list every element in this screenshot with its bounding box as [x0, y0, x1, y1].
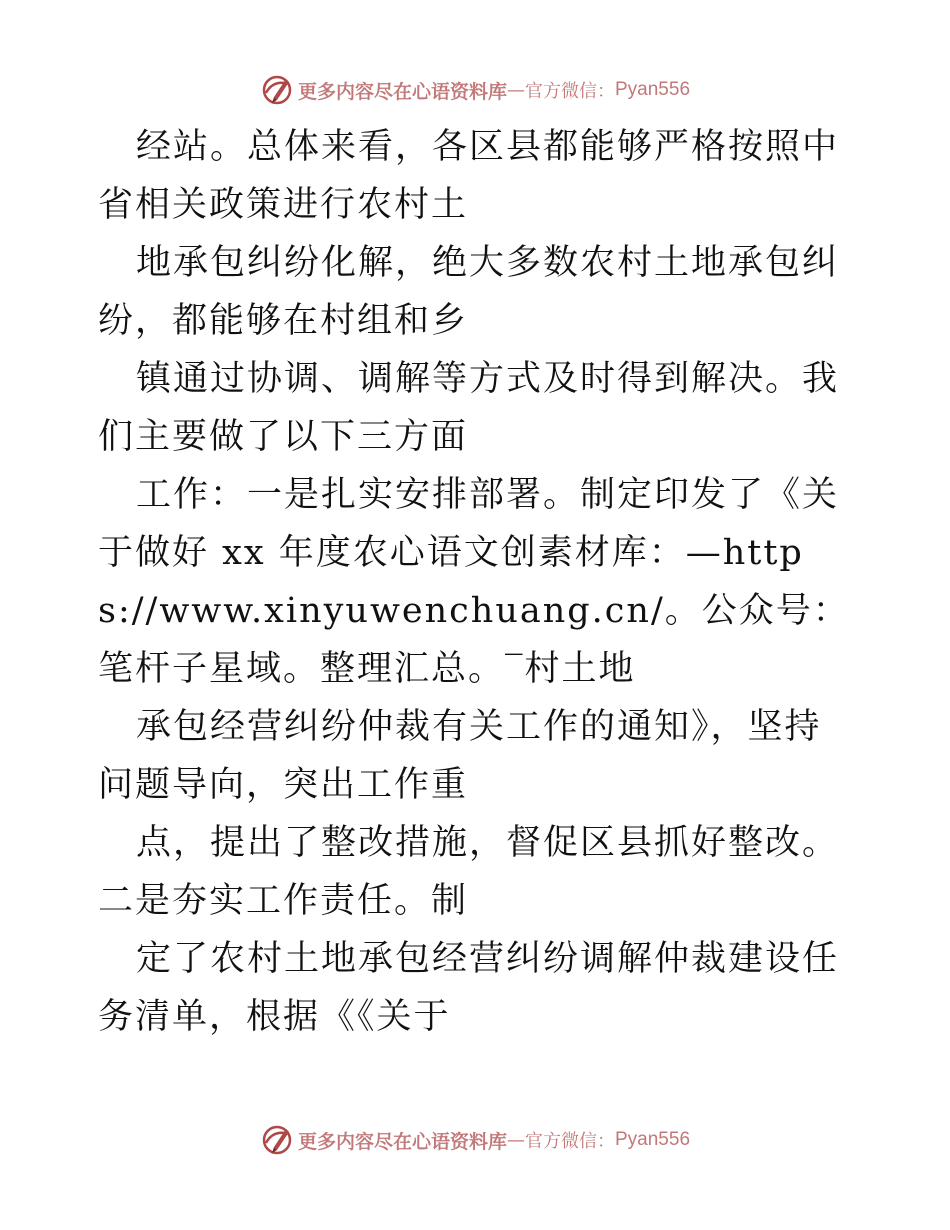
paragraph: 地承包纠纷化解，绝大多数农村土地承包纠纷，都能够在村组和乡	[98, 243, 840, 341]
banner-wechat-label: 官方微信：	[525, 81, 615, 102]
paragraph: 承包经营纠纷仲裁有关工作的通知》，坚持问题导向，突出工作重	[98, 707, 822, 805]
banner-site-text: 更多内容尽在心语资料库	[297, 1130, 507, 1153]
footer-banner	[0, 1120, 950, 1160]
banner-wechat-id: Pyan556	[615, 1129, 691, 1150]
paragraph: 工作：一是扎实安排部署。制定印发了《关于做好 xx 年度农心语文创素材库：—https://www.xinyuwenchuang.cn/。公众号：笔杆子星域。整理汇总。‾村土地	[98, 475, 850, 689]
paragraph: 点，提出了整改措施，督促区县抓好整改。二是夯实工作责任。制	[98, 823, 840, 921]
banner-wechat-id: Pyan556	[615, 79, 691, 100]
pen-swirl-logo-icon	[260, 1123, 294, 1157]
pen-swirl-logo-icon	[260, 73, 294, 107]
banner-site-text: 更多内容尽在心语资料库	[297, 80, 507, 103]
banner-wechat-label: 官方微信：	[525, 1131, 615, 1152]
document-body	[98, 118, 858, 1046]
banner-separator: —	[507, 1129, 525, 1151]
banner-separator: —	[507, 79, 525, 101]
paragraph: 镇通过协调、调解等方式及时得到解决。我们主要做了以下三方面	[98, 359, 840, 457]
header-banner	[0, 70, 950, 110]
paragraph: 经站。总体来看，各区县都能够严格按照中省相关政策进行农村土	[98, 127, 840, 225]
paragraph: 定了农村土地承包经营纠纷调解仲裁建设任务清单，根据《《关于	[98, 939, 840, 1037]
